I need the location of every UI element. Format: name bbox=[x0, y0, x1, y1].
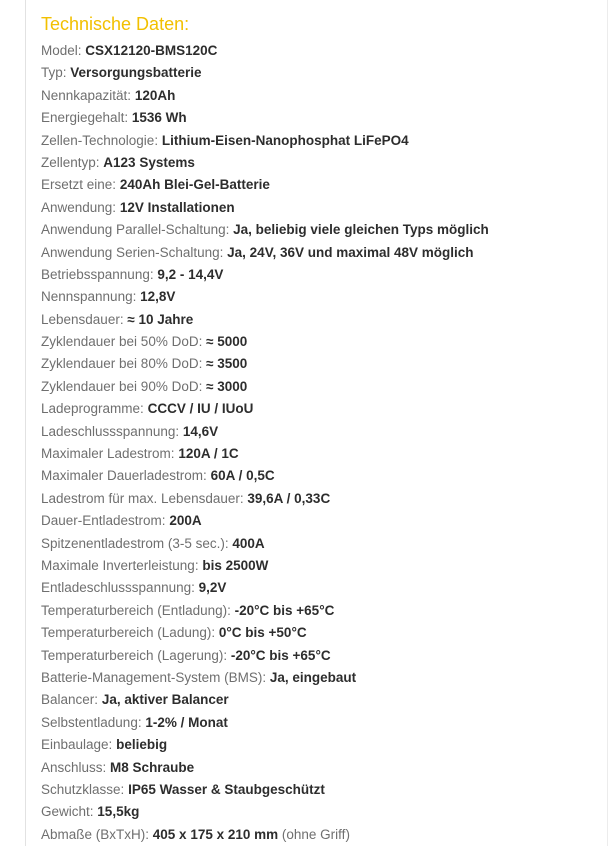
spec-label: Maximaler Dauerladestrom: bbox=[41, 468, 207, 484]
spec-label: Spitzenentladestrom (3-5 sec.): bbox=[41, 535, 229, 551]
spec-list bbox=[41, 40, 601, 846]
spec-row bbox=[41, 331, 601, 353]
spec-row bbox=[41, 130, 601, 152]
spec-label: Lebensdauer: bbox=[41, 311, 124, 327]
spec-value: 0°C bis +50°C bbox=[218, 625, 307, 641]
spec-label: Gewicht: bbox=[41, 804, 94, 820]
spec-row bbox=[41, 174, 601, 196]
spec-label: Maximale Inverterleistung: bbox=[41, 557, 199, 573]
spec-value: 400A bbox=[232, 535, 265, 551]
spec-row bbox=[41, 62, 601, 84]
spec-value: Ja, beliebig viele gleichen Typs möglich bbox=[233, 222, 489, 238]
spec-value: 240Ah Blei-Gel-Batterie bbox=[119, 177, 270, 193]
spec-value: Lithium-Eisen-Nanophosphat LiFePO4 bbox=[161, 132, 409, 148]
spec-label: Zyklendauer bei 50% DoD: bbox=[41, 334, 203, 350]
spec-value: ≈ 5000 bbox=[206, 334, 248, 350]
spec-label: Selbstentladung: bbox=[41, 714, 142, 730]
spec-row bbox=[41, 465, 601, 487]
spec-value: 1536 Wh bbox=[131, 110, 187, 126]
spec-label: Zellentyp: bbox=[41, 154, 100, 170]
spec-value: 39,6A / 0,33C bbox=[247, 490, 331, 506]
spec-value: Ja, eingebaut bbox=[269, 669, 357, 685]
spec-label: Anwendung Parallel-Schaltung: bbox=[41, 222, 230, 238]
spec-row bbox=[41, 667, 601, 689]
spec-row bbox=[41, 622, 601, 644]
spec-row bbox=[41, 286, 601, 308]
spec-row bbox=[41, 197, 601, 219]
spec-row bbox=[41, 219, 601, 241]
spec-row bbox=[41, 645, 601, 667]
spec-row bbox=[41, 488, 601, 510]
spec-value: 60A / 0,5C bbox=[210, 468, 275, 484]
spec-row bbox=[41, 555, 601, 577]
spec-value: 120Ah bbox=[134, 87, 176, 103]
spec-label: Nennkapazität: bbox=[41, 87, 132, 103]
spec-value: 12V Installationen bbox=[119, 199, 235, 215]
spec-row bbox=[41, 40, 601, 62]
spec-value: ≈ 3000 bbox=[206, 378, 248, 394]
spec-label: Ladestrom für max. Lebensdauer: bbox=[41, 490, 244, 506]
spec-row bbox=[41, 779, 601, 801]
spec-value: Ja, aktiver Balancer bbox=[101, 692, 229, 708]
spec-row bbox=[41, 376, 601, 398]
left-gutter bbox=[0, 0, 26, 846]
spec-value: 14,6V bbox=[182, 423, 219, 439]
spec-row bbox=[41, 801, 601, 823]
spec-label: Temperaturbereich (Entladung): bbox=[41, 602, 231, 618]
spec-row bbox=[41, 712, 601, 734]
spec-label: Betriebsspannung: bbox=[41, 266, 154, 282]
spec-row bbox=[41, 309, 601, 331]
spec-label: Anschluss: bbox=[41, 759, 107, 775]
spec-label: Zyklendauer bei 80% DoD: bbox=[41, 356, 203, 372]
technical-data-section bbox=[41, 12, 601, 846]
spec-label: Zyklendauer bei 90% DoD: bbox=[41, 378, 203, 394]
spec-value: IP65 Wasser & Staubgeschützt bbox=[128, 781, 325, 797]
spec-value: 15,5kg bbox=[97, 804, 140, 820]
spec-value: A123 Systems bbox=[103, 154, 195, 170]
spec-value: 9,2 - 14,4V bbox=[157, 266, 224, 282]
spec-value: 200A bbox=[169, 513, 202, 529]
spec-label: Nennspannung: bbox=[41, 289, 137, 305]
spec-label: Abmaße (BxTxH): bbox=[41, 826, 150, 842]
spec-row bbox=[41, 600, 601, 622]
spec-row bbox=[41, 264, 601, 286]
spec-row bbox=[41, 398, 601, 420]
spec-value: 405 x 175 x 210 mm bbox=[152, 826, 279, 842]
spec-row bbox=[41, 85, 601, 107]
spec-label: Ladeprogramme: bbox=[41, 401, 144, 417]
spec-value: -20°C bis +65°C bbox=[234, 602, 335, 618]
spec-label: Temperaturbereich (Ladung): bbox=[41, 625, 216, 641]
spec-row bbox=[41, 824, 601, 846]
spec-row bbox=[41, 242, 601, 264]
spec-value: Ja, 24V, 36V und maximal 48V möglich bbox=[227, 244, 474, 260]
spec-value: Versorgungsbatterie bbox=[70, 65, 202, 81]
spec-value: -20°C bis +65°C bbox=[230, 647, 331, 663]
spec-label: Typ: bbox=[41, 65, 67, 81]
spec-label: Batterie-Management-System (BMS): bbox=[41, 669, 267, 685]
spec-value: CCCV / IU / IUoU bbox=[147, 401, 254, 417]
spec-label: Einbaulage: bbox=[41, 737, 113, 753]
spec-label: Ladeschlussspannung: bbox=[41, 423, 180, 439]
section-title: Technische Daten: bbox=[41, 14, 190, 34]
spec-row bbox=[41, 689, 601, 711]
spec-row bbox=[41, 757, 601, 779]
spec-value: ≈ 10 Jahre bbox=[127, 311, 194, 327]
spec-row bbox=[41, 734, 601, 756]
spec-row bbox=[41, 533, 601, 555]
spec-label: Model: bbox=[41, 43, 82, 58]
spec-value: 1-2% / Monat bbox=[145, 714, 228, 730]
spec-value: 12,8V bbox=[140, 289, 176, 305]
spec-label: Ersetzt eine: bbox=[41, 177, 117, 193]
spec-row bbox=[41, 353, 601, 375]
spec-value: bis 2500W bbox=[202, 557, 269, 573]
spec-label: Entladeschlussspannung: bbox=[41, 580, 195, 596]
spec-row bbox=[41, 107, 601, 129]
spec-row bbox=[41, 577, 601, 599]
spec-value: 120A / 1C bbox=[178, 446, 239, 462]
spec-value: ≈ 3500 bbox=[206, 356, 248, 372]
spec-label: Maximaler Ladestrom: bbox=[41, 446, 175, 462]
spec-label: Anwendung Serien-Schaltung: bbox=[41, 244, 224, 260]
spec-label: Energiegehalt: bbox=[41, 110, 129, 126]
spec-row bbox=[41, 152, 601, 174]
spec-value: beliebig bbox=[116, 737, 168, 753]
spec-value: 9,2V bbox=[198, 580, 227, 596]
spec-label: Temperaturbereich (Lagerung): bbox=[41, 647, 228, 663]
spec-row bbox=[41, 443, 601, 465]
spec-value: CSX12120-BMS120C bbox=[85, 43, 218, 58]
spec-row bbox=[41, 510, 601, 532]
spec-value: M8 Schraube bbox=[110, 759, 195, 775]
spec-label: Balancer: bbox=[41, 692, 99, 708]
spec-label: Dauer-Entladestrom: bbox=[41, 513, 166, 529]
spec-label: Schutzklasse: bbox=[41, 781, 125, 797]
spec-label: Anwendung: bbox=[41, 199, 117, 215]
spec-label: Zellen-Technologie: bbox=[41, 132, 159, 148]
spec-row bbox=[41, 421, 601, 443]
spec-suffix: (ohne Griff) bbox=[281, 826, 350, 842]
